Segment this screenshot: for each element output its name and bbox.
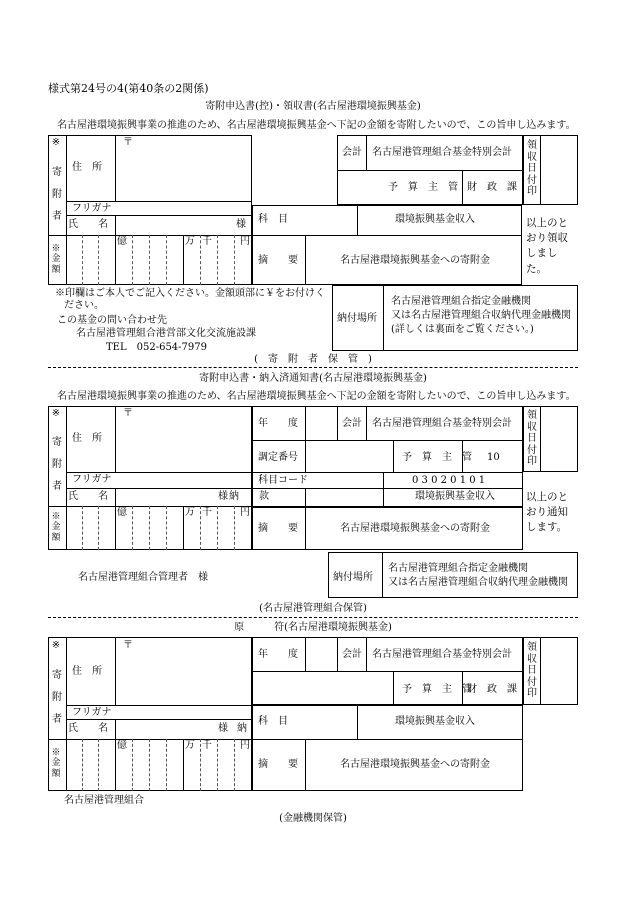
donor-label: 寄附者 xyxy=(52,437,62,492)
intro-text: 名古屋港環境振興事業の推進のため、名古屋港環境振興基金へ下記の金額を寄附したいので、この旨申し込みます。 xyxy=(57,391,576,402)
subject-value: 環境振興基金収入 xyxy=(395,716,475,727)
unit-yen: 円 xyxy=(240,236,250,247)
subject-table xyxy=(252,205,522,285)
unit-man: 万 xyxy=(185,740,195,751)
code-value: 0 3 0 2 0 1 0 1 xyxy=(412,475,486,486)
section-title: 寄附申込書・納入済通知書(名古屋港環境振興基金) xyxy=(199,373,427,384)
postal-mark: 〒 xyxy=(123,408,133,419)
addressee: 名古屋港管理組合管理者 様 xyxy=(78,572,208,583)
account-value: 名古屋港管理組合基金特別会計 xyxy=(372,418,512,429)
furigana-label: フリガナ xyxy=(72,203,112,214)
org-name: 名古屋港管理組合 xyxy=(64,795,144,806)
code-label: 科目コード xyxy=(258,475,308,486)
cut-line xyxy=(48,367,578,368)
account-label: 会計 xyxy=(342,418,362,429)
mark: ※ xyxy=(51,408,61,419)
furigana-label: フリガナ xyxy=(72,474,112,485)
account-value: 名古屋港管理組合基金特別会計 xyxy=(372,147,512,158)
donor-label: 寄附者 xyxy=(52,167,62,222)
budget-label: 予 算 主 管 xyxy=(402,684,472,695)
summary-label: 摘 要 xyxy=(258,523,298,534)
stamp-label: 領収日付印 xyxy=(527,410,537,467)
donor-label: 寄附者 xyxy=(52,670,62,725)
subject-value: 環境振興基金収入 xyxy=(415,491,495,502)
address-label: 住 所 xyxy=(72,433,102,444)
summary-label: 摘 要 xyxy=(258,255,298,266)
unit-sen: 千 xyxy=(202,740,212,751)
unit-yen: 円 xyxy=(240,740,250,751)
account-label: 会計 xyxy=(342,649,362,660)
unit-sen: 千 xyxy=(202,236,212,247)
mark: ※ xyxy=(51,137,61,148)
payment-place-line: 名古屋港管理組合指定金融機関 xyxy=(388,563,528,574)
budget-value: 10 xyxy=(487,452,500,463)
note-line: TEL 052-654-7979 xyxy=(106,342,207,353)
subject-table xyxy=(252,705,523,791)
year-label: 年 度 xyxy=(258,649,298,660)
payment-place-line: (詳しくは裏面をご覧ください。) xyxy=(391,324,534,335)
stamp-label: 領収日付印 xyxy=(527,140,537,197)
result-text: 以上のとおり通知します。 xyxy=(526,491,568,534)
address-label: 住 所 xyxy=(72,666,102,677)
amount-label: ※金額 xyxy=(51,512,61,543)
summary-value: 名古屋港環境振興基金への寄附金 xyxy=(340,255,490,266)
budget-label: 予 算 主 管 xyxy=(402,452,472,463)
account-label: 会計 xyxy=(342,147,362,158)
nou-label: 納 款 xyxy=(229,491,269,502)
note-line: この基金の問い合わせ先 xyxy=(57,315,167,326)
note-line: ※印欄はご本人でご記入ください。金額頭部に￥をお付けく xyxy=(55,288,325,299)
budget-value: 財 政 課 xyxy=(467,182,517,193)
intro-text: 名古屋港環境振興事業の推進のため、名古屋港環境振興基金へ下記の金額を寄附したいので、この旨申し込みます。 xyxy=(57,120,576,131)
subject-label: 科 目 xyxy=(258,716,288,727)
postal-mark: 〒 xyxy=(123,640,133,651)
subject-label: 科 目 xyxy=(258,214,288,225)
name-label: 氏 名 xyxy=(68,491,108,502)
unit-oku: 億 xyxy=(117,236,127,247)
note-line: ださい。 xyxy=(64,300,104,311)
section-title: 寄附申込書(控)・領収書(名古屋港環境振興基金) xyxy=(205,101,421,112)
keeper-label: (金融機関保管) xyxy=(279,813,347,824)
payment-place-label: 納付場所 xyxy=(333,572,373,583)
payment-place-line: 名古屋港管理組合指定金融機関 xyxy=(391,296,531,307)
payment-place-line: 又は名古屋港管理組合収納代理金融機関 xyxy=(388,577,568,588)
cut-line xyxy=(48,617,578,618)
furigana-label: フリガナ xyxy=(72,707,112,718)
unit-man: 万 xyxy=(185,236,195,247)
keeper-label: (名古屋港管理組合保管) xyxy=(259,603,367,614)
unit-sen: 千 xyxy=(202,507,212,518)
summary-value: 名古屋港環境振興基金への寄附金 xyxy=(340,523,490,534)
address-label: 住 所 xyxy=(72,162,102,173)
name-label: 氏 名 xyxy=(68,219,108,230)
mark: ※ xyxy=(51,640,61,651)
subject-value: 環境振興基金収入 xyxy=(395,214,475,225)
payment-place-line: 又は名古屋港管理組合収納代理金融機関 xyxy=(391,310,571,321)
amount-label: ※金額 xyxy=(51,748,61,779)
unit-oku: 億 xyxy=(117,740,127,751)
honorific: 様 xyxy=(236,219,246,230)
form-id: 様式第24号の4(第40条の2関係) xyxy=(48,82,209,95)
unit-man: 万 xyxy=(185,507,195,518)
unit-oku: 億 xyxy=(117,507,127,518)
adjust-label: 調定番号 xyxy=(258,452,298,463)
budget-label: 予 算 主 管 xyxy=(388,182,458,193)
unit-yen: 円 xyxy=(240,507,250,518)
note-line: 名古屋港管理組合港営部文化交流施設課 xyxy=(76,328,256,339)
name-label: 氏 名 xyxy=(68,723,108,734)
keeper-label: ( 寄 附 者 保 管 ) xyxy=(254,354,372,365)
honorific: 様 xyxy=(218,491,228,502)
budget-value: 財 政 課 xyxy=(467,684,517,695)
summary-value: 名古屋港環境振興基金への寄附金 xyxy=(340,759,490,770)
amount-label: ※金額 xyxy=(51,244,61,275)
section-title: 原 符(名古屋港環境振興基金) xyxy=(234,622,392,633)
honorific: 様 xyxy=(218,723,228,734)
postal-mark: 〒 xyxy=(123,137,133,148)
stamp-label: 領収日付印 xyxy=(527,642,537,699)
account-value: 名古屋港管理組合基金特別会計 xyxy=(372,649,512,660)
payment-place-label: 納付場所 xyxy=(337,313,377,324)
result-text: 以上のとおり領収しました。 xyxy=(526,217,568,275)
nou-label: 納 xyxy=(237,723,247,734)
year-label: 年 度 xyxy=(258,418,298,429)
summary-label: 摘 要 xyxy=(258,759,298,770)
